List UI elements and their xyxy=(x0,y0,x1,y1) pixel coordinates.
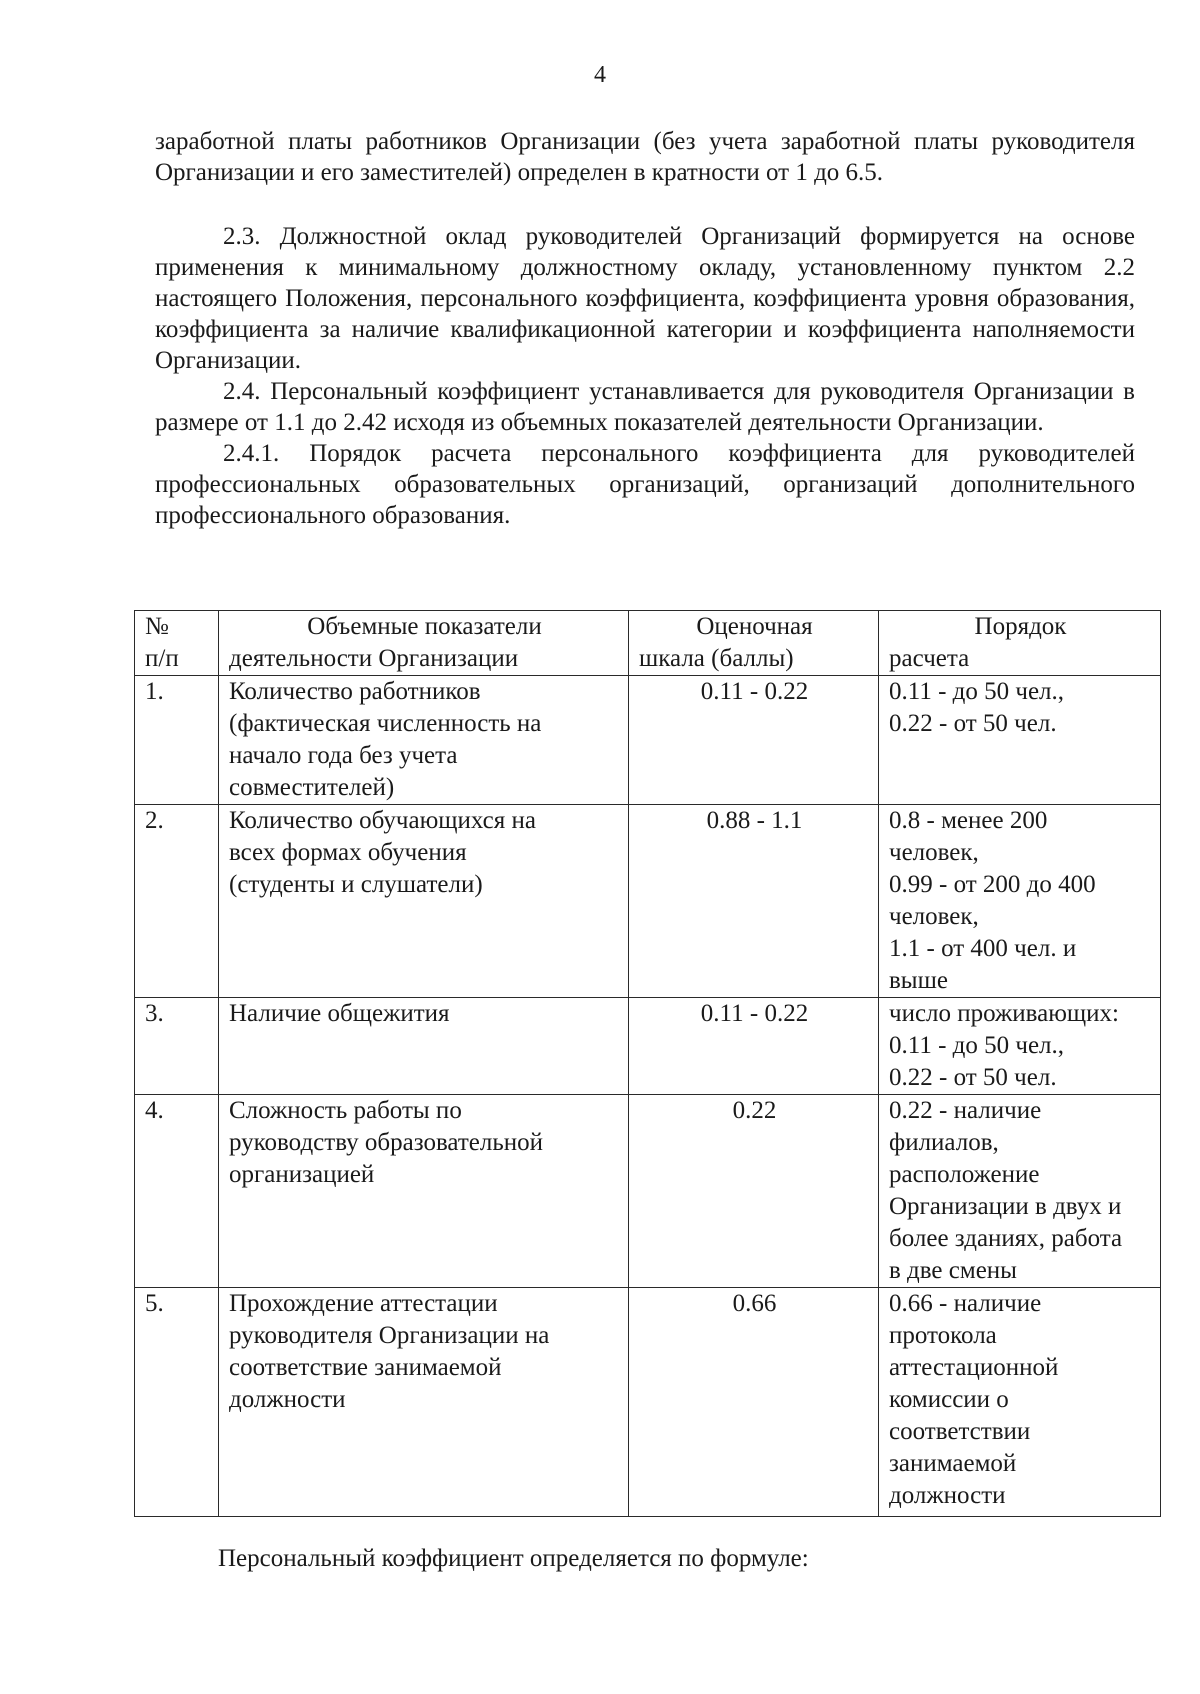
section-2-paragraphs xyxy=(155,221,1135,531)
table-row xyxy=(135,805,1161,998)
row-indicator xyxy=(219,1288,629,1517)
calc-line: в две смены xyxy=(889,1257,1017,1284)
calc-line: человек, xyxy=(889,839,979,866)
paragraph-2-3: 2.3. Должностной оклад руководителей Организаций формируется на основе применения к минимальному должностному окладу, установленному пунктом 2.2 настоящего Положения, персонального коэффициента, коэффициента уровня образования, коэффициента за наличие квалификационной категории и коэффициента наполняемости Организации. xyxy=(155,223,1135,374)
calc-line: должности xyxy=(889,1482,1006,1509)
row-number: 5. xyxy=(135,1288,219,1517)
table-row xyxy=(135,998,1161,1095)
row-scale: 0.22 xyxy=(629,1095,879,1288)
indicator-line: Количество работников xyxy=(229,678,481,705)
row-number: 3. xyxy=(135,998,219,1095)
row-number: 4. xyxy=(135,1095,219,1288)
indicator-line: всех формах обучения xyxy=(229,839,467,866)
indicator-line: Прохождение аттестации xyxy=(229,1290,498,1317)
header-indicator-line-2: деятельности Организации xyxy=(229,645,519,672)
indicator-line: Сложность работы по xyxy=(229,1097,462,1124)
row-scale: 0.11 - 0.22 xyxy=(629,676,879,805)
table-row xyxy=(135,1288,1161,1517)
header-indicator xyxy=(219,611,629,676)
header-num-line-1: № xyxy=(145,613,169,640)
formula-intro: Персональный коэффициент определяется по формуле: xyxy=(218,1545,809,1572)
row-number: 2. xyxy=(135,805,219,998)
calc-line: 0.66 - наличие xyxy=(889,1290,1042,1317)
calc-line: соответствии xyxy=(889,1418,1031,1445)
indicators-table xyxy=(134,610,1161,1517)
calc-line: 1.1 - от 400 чел. и xyxy=(889,935,1077,962)
indicator-line: Наличие общежития xyxy=(229,1000,450,1027)
indicator-line: Количество обучающихся на xyxy=(229,807,536,834)
indicator-line: совместителей) xyxy=(229,774,395,801)
calc-line: 0.22 - наличие xyxy=(889,1097,1042,1124)
header-scale xyxy=(629,611,879,676)
row-number: 1. xyxy=(135,676,219,805)
calc-line: 0.22 - от 50 чел. xyxy=(889,710,1057,737)
row-calc xyxy=(879,1288,1161,1517)
row-calc xyxy=(879,805,1161,998)
calc-line: число проживающих: xyxy=(889,1000,1120,1027)
calc-line: 0.99 - от 200 до 400 xyxy=(889,871,1096,898)
indicator-line: (фактическая численность на xyxy=(229,710,542,737)
indicator-line: организацией xyxy=(229,1161,375,1188)
calc-line: выше xyxy=(889,967,948,994)
row-calc xyxy=(879,1095,1161,1288)
paragraph-continuation xyxy=(155,126,1135,188)
calc-line: комиссии о xyxy=(889,1386,1009,1413)
indicator-line: руководителя Организации на xyxy=(229,1322,550,1349)
paragraph-salary-ratio: заработной платы работников Организации (без учета заработной платы руководителя Организации и его заместителей) определен в кратности от 1 до 6.5. xyxy=(155,128,1135,186)
calc-line: Организации в двух и xyxy=(889,1193,1122,1220)
calc-line: 0.11 - до 50 чел., xyxy=(889,1032,1065,1059)
table-row xyxy=(135,1095,1161,1288)
calc-line: 0.22 - от 50 чел. xyxy=(889,1064,1057,1091)
indicator-line: соответствие занимаемой xyxy=(229,1354,502,1381)
header-calc-line-2: расчета xyxy=(889,645,970,672)
row-scale: 0.88 - 1.1 xyxy=(629,805,879,998)
page-number: 4 xyxy=(594,62,606,88)
calc-line: 0.11 - до 50 чел., xyxy=(889,678,1065,705)
indicator-line: должности xyxy=(229,1386,346,1413)
row-calc xyxy=(879,676,1161,805)
header-num xyxy=(135,611,219,676)
row-indicator xyxy=(219,998,629,1095)
indicator-line: (студенты и слушатели) xyxy=(229,871,483,898)
calc-line: более зданиях, работа xyxy=(889,1225,1123,1252)
row-scale: 0.11 - 0.22 xyxy=(629,998,879,1095)
calc-line: 0.8 - менее 200 xyxy=(889,807,1048,834)
paragraph-2-4-1: 2.4.1. Порядок расчета персонального коэффициента для руководителей профессиональных образовательных организаций, организаций дополнительного профессионального образования. xyxy=(155,440,1135,529)
row-indicator xyxy=(219,676,629,805)
calc-line: человек, xyxy=(889,903,979,930)
calc-line: расположение xyxy=(889,1161,1040,1188)
header-scale-line-2: шкала (баллы) xyxy=(639,645,794,672)
indicator-line: руководству образовательной xyxy=(229,1129,544,1156)
header-scale-line-1: Оценочная xyxy=(696,613,813,640)
row-indicator xyxy=(219,1095,629,1288)
calc-line: филиалов, xyxy=(889,1129,999,1156)
indicator-line: начало года без учета xyxy=(229,742,458,769)
header-calc-line-1: Порядок xyxy=(974,613,1067,640)
calc-line: аттестационной xyxy=(889,1354,1059,1381)
calc-line: протокола xyxy=(889,1322,997,1349)
table-header-row xyxy=(135,611,1161,676)
header-indicator-line-1: Объемные показатели xyxy=(307,613,542,640)
header-calc xyxy=(879,611,1161,676)
paragraph-2-4: 2.4. Персональный коэффициент устанавливается для руководителя Организации в размере от 1.1 до 2.42 исходя из объемных показателей деятельности Организации. xyxy=(155,378,1135,436)
table-row xyxy=(135,676,1161,805)
row-scale: 0.66 xyxy=(629,1288,879,1517)
row-indicator xyxy=(219,805,629,998)
calc-line: занимаемой xyxy=(889,1450,1017,1477)
row-calc xyxy=(879,998,1161,1095)
header-num-line-2: п/п xyxy=(145,645,179,672)
